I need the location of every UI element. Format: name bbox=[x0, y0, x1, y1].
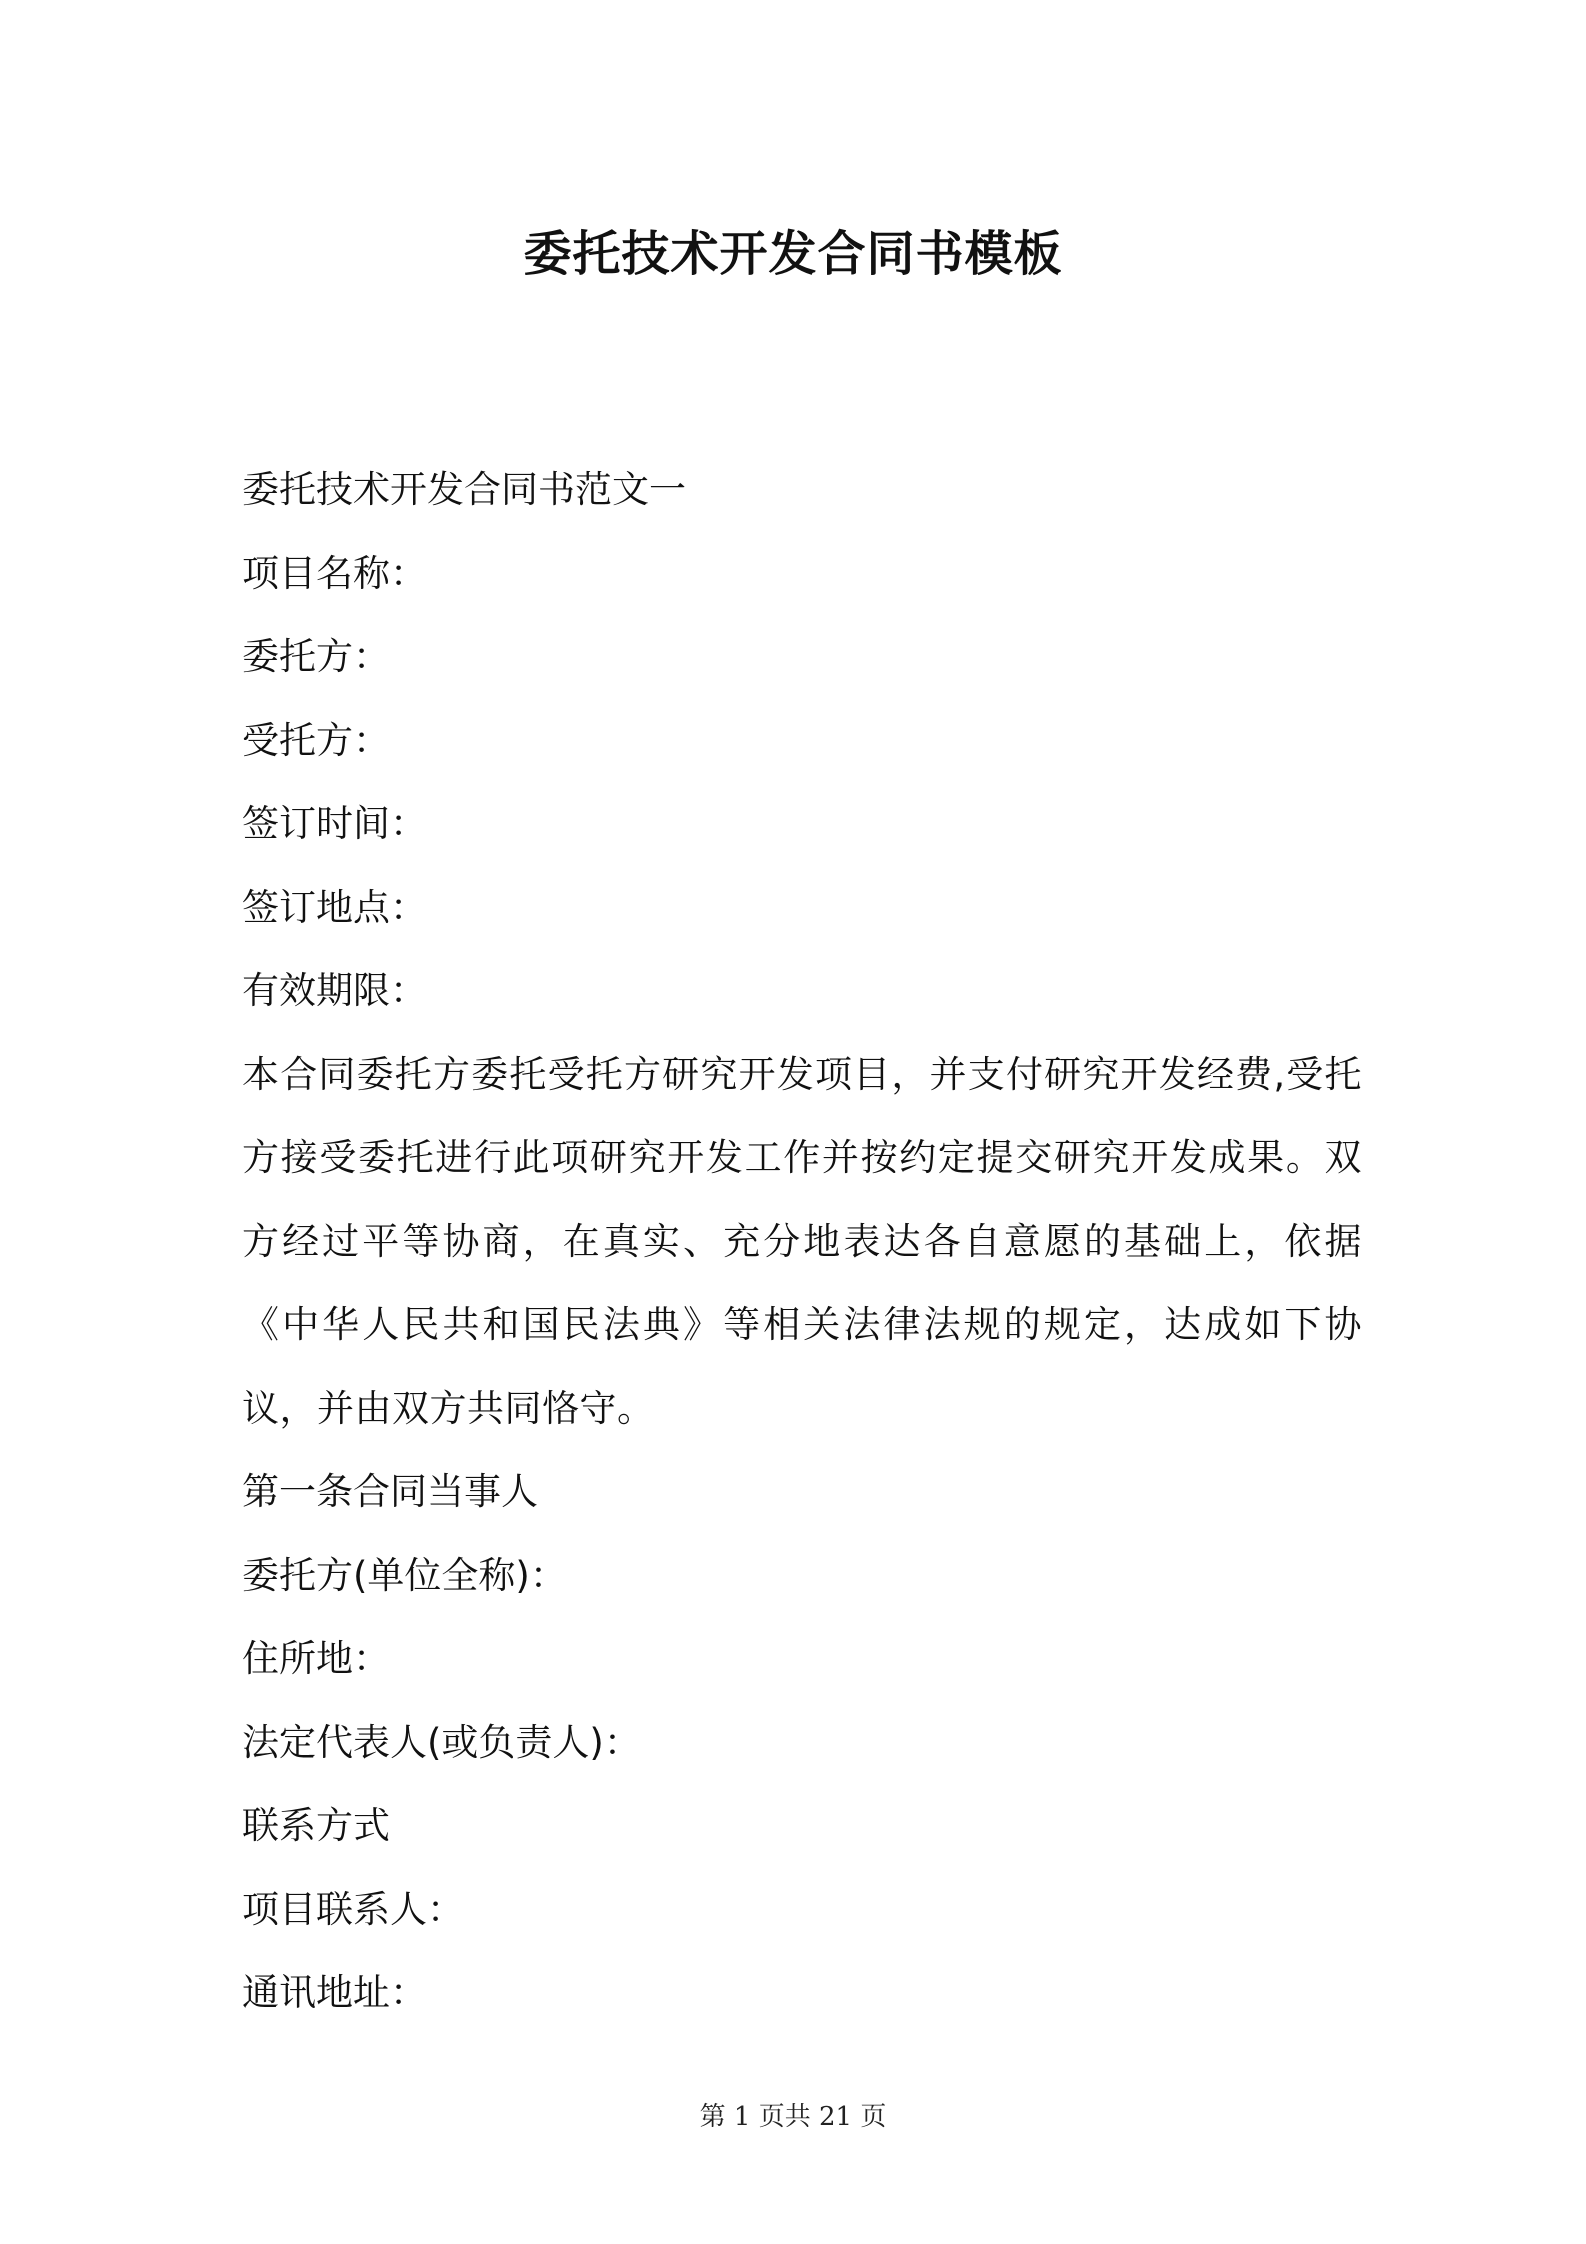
field-contact-method: 联系方式 bbox=[242, 1804, 390, 1847]
page-number-footer: 第 1 页共 21 页 bbox=[699, 2102, 887, 2132]
field-signing-time: 签订时间： bbox=[242, 802, 427, 845]
section-heading-sample-one: 委托技术开发合同书范文一 bbox=[242, 468, 686, 511]
field-contractor: 受托方： bbox=[242, 718, 390, 762]
field-project-contact: 项目联系人： bbox=[242, 1887, 464, 1931]
preamble-paragraph: 本合同委托方委托受托方研究开发项目，并支付研究开发经费,受托方接受委托进行此项研究开发工作并按约定提交研究开发成果。双方经过平等协商，在真实、充分地表达各自意愿的基础上，依据《中华人民共和国民法典》等相关法律法规的规定，达成如下协议，并由双方共同恪守。 bbox=[242, 1052, 1362, 1430]
field-legal-representative: 法定代表人(或负责人)： bbox=[242, 1720, 641, 1764]
article-one-heading: 第一条合同当事人 bbox=[242, 1470, 538, 1513]
field-client-full-name: 委托方(单位全称)： bbox=[242, 1553, 567, 1597]
field-signing-place: 签订地点： bbox=[242, 885, 427, 929]
field-domicile: 住所地： bbox=[242, 1637, 390, 1680]
field-project-name: 项目名称： bbox=[242, 551, 427, 595]
field-mailing-address: 通讯地址： bbox=[242, 1971, 427, 2014]
document-body bbox=[242, 448, 1362, 2035]
field-client: 委托方： bbox=[242, 635, 390, 678]
document-title: 委托技术开发合同书模板 bbox=[523, 226, 1063, 282]
field-validity-period: 有效期限： bbox=[242, 969, 427, 1012]
